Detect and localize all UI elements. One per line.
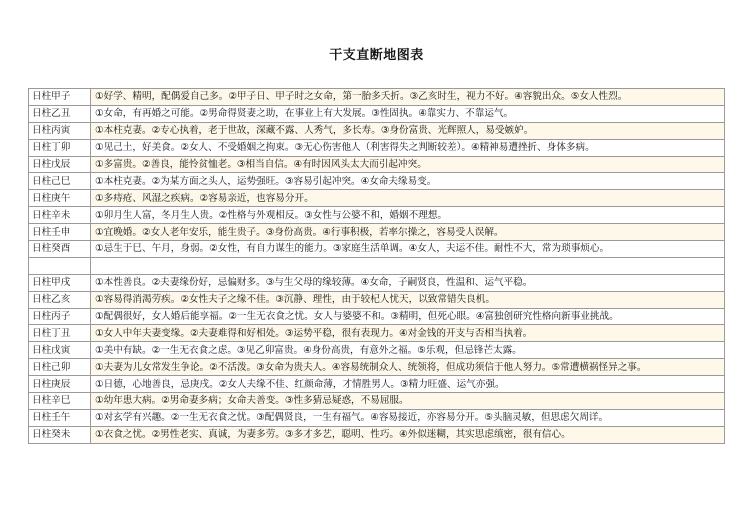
day-pillar-description: ①好学、精明，配偶爱自己多。②甲子日、甲子时之女命，第一胎多夭折。③乙亥时生，视力不好。④容貌出众。⑤女人性烈。: [91, 89, 725, 106]
day-pillar-description: ①夫妻为儿女常发生争论。②不活泼。③女命为贵夫人。④容易统制众人、统领将，但成功须信于他人努力。⑤常遭横祸怪异之事。: [91, 359, 725, 376]
table-row: [29, 274, 725, 291]
day-pillar-name: 日柱甲子: [29, 89, 91, 106]
page-title: 干支直断地图表: [329, 48, 424, 63]
day-pillar-description: ①日德，心地善良，忌庚戌。②女人夫缘不佳、红颜命薄，才情胜男人。③精力旺盛、运气亦强。: [91, 376, 725, 393]
day-pillar-name: 日柱乙亥: [29, 291, 91, 308]
day-pillar-description: ①女命，有再婚之可能。②男命得贤妻之助，在事业上有大发展。③性固执。④靠实力、不靠运气。: [91, 105, 725, 122]
day-pillar-description: ①配偶很好，女人婚后能享福。②一生无衣食之忧。女人与婆婆不和。③精明，但死心眼。④富独创研究性格向新事业挑战。: [91, 308, 725, 325]
day-pillar-name: 日柱癸未: [29, 426, 91, 443]
day-pillar-name: 日柱甲戌: [29, 274, 91, 291]
day-pillar-description: ①美中有缺。②一生无衣食之虑。③见乙卯富贵。④身份高贵，有意外之福。⑤乐观，但忌锋芒太露。: [91, 342, 725, 359]
day-pillar-name: 日柱丙子: [29, 308, 91, 325]
table-row: [29, 207, 725, 224]
day-pillar-name: 日柱丁卯: [29, 139, 91, 156]
table-row: [29, 89, 725, 106]
day-pillar-name: 日柱壬午: [29, 409, 91, 426]
table-row: [29, 241, 725, 258]
table-row: [29, 139, 725, 156]
table-row: [29, 224, 725, 241]
table-row: [29, 291, 725, 308]
day-pillar-name: 日柱癸酉: [29, 241, 91, 258]
day-pillar-description: ①卯月生人富，冬月生人贵。②性格与外观相反。③女性与公婆不和，婚姻不理想。: [91, 207, 725, 224]
table-row: [29, 308, 725, 325]
day-pillar-description: ①幼年患大病。②男命妻多病；女命夫善变。③性多猜忌疑惑，不易屈服。: [91, 393, 725, 410]
day-pillar-name: 日柱己巳: [29, 173, 91, 190]
day-pillar-description: ①见己土，好美食。②女人、不受婚姻之拘束。③无心伤害他人（利害得失之判断较差）。④精神易遭挫折、身体多病。: [91, 139, 725, 156]
day-pillar-name: 日柱丁丑: [29, 325, 91, 342]
table-row: [29, 342, 725, 359]
day-pillar-name: 日柱戊寅: [29, 342, 91, 359]
day-pillar-description: ①本柱克妻。②专心执着，老于世故，深藏不露、人秀气，多长寿。③身份富贵、光辉照人，易受嫉妒。: [91, 122, 725, 139]
day-pillar-description: ①对玄学有兴趣。②一生无衣食之忧。③配偶贤良，一生有福气。④容易接近，亦容易分开。⑤头脑灵敏，但思虑欠周详。: [91, 409, 725, 426]
table-row: [29, 426, 725, 443]
day-pillar-name: 日柱庚辰: [29, 376, 91, 393]
day-pillar-description: ①多富贵。②善良，能怜贫恤老。③相当自信。④有时因风头太大而引起冲突。: [91, 156, 725, 173]
day-pillar-name: 日柱乙丑: [29, 105, 91, 122]
table-row: [29, 359, 725, 376]
day-pillar-description: ①衣食之忧。②男性老实、真诚，为妻多劳。③多才多艺，聪明、性巧。④外似迷糊，其实思虑缜密，很有信心。: [91, 426, 725, 443]
day-pillar-description: [91, 257, 725, 274]
table-row: [29, 325, 725, 342]
table-row: [29, 409, 725, 426]
day-pillar-name: 日柱丙寅: [29, 122, 91, 139]
day-pillar-name: 日柱戊辰: [29, 156, 91, 173]
day-pillar-name: 日柱辛未: [29, 207, 91, 224]
day-pillar-description: ①多痔疮、风湿之疾病。②容易亲近，也容易分开。: [91, 190, 725, 207]
day-pillar-description: ①忌生于巳、午月，身弱。②女性，有自力谋生的能力。③家庭生活单调。④女人，夫运不佳。耐性不大，常为琐事烦心。: [91, 241, 725, 258]
table-row: [29, 122, 725, 139]
day-pillar-name: 日柱庚午: [29, 190, 91, 207]
day-pillar-name: 日柱辛巳: [29, 393, 91, 410]
table-row: [29, 393, 725, 410]
table-row: [29, 105, 725, 122]
day-pillar-description: ①宜晚婚。②女人老年安乐，能生贵子。③身份高贵。④行事积极，若率尔操之，容易受人误解。: [91, 224, 725, 241]
day-pillar-description: ①容易得消渴劳疾。②女性夫子之缘不佳。③沉静、理性，由于较杞人忧天，以致常错失良机。: [91, 291, 725, 308]
day-pillar-name: [29, 257, 91, 274]
day-pillar-description: ①本性善良。②夫妻缘份好，忌偏财多。③与生父母的缘较薄。④女命，子嗣贤良，性温和、运气平稳。: [91, 274, 725, 291]
day-pillar-name: 日柱壬申: [29, 224, 91, 241]
day-pillar-description: ①女人中年夫妻变缘。②夫妻难得和好相处。③运势平稳，很有表现力。④对金钱的开支与否相当执着。: [91, 325, 725, 342]
table-row: [29, 376, 725, 393]
table-row-blank: [29, 257, 725, 274]
day-pillar-name: 日柱己卯: [29, 359, 91, 376]
day-pillar-description: ①本柱克妻。②为某方面之头人，运势强旺。③容易引起冲突。④女命夫缘易变。: [91, 173, 725, 190]
table-row: [29, 190, 725, 207]
table-row: [29, 173, 725, 190]
stem-branch-table: [28, 88, 725, 444]
table-row: [29, 156, 725, 173]
